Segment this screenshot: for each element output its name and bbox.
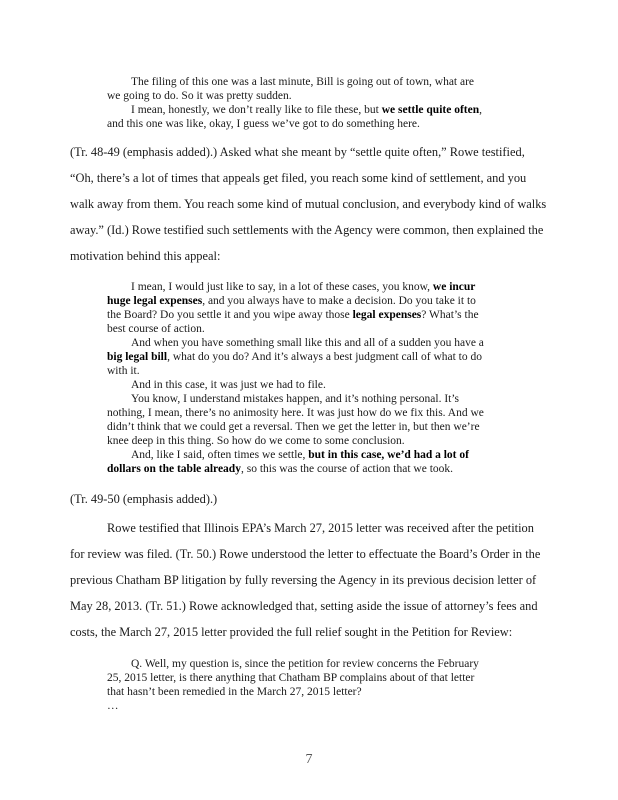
quote-3-line-3: … [107, 700, 119, 712]
quote-3-line-1: 25, 2015 letter, is there anything that Chatham BP complains about of that letter [107, 672, 475, 684]
quote-2-line-8 [131, 392, 459, 406]
segment: You know, I understand mistakes happen, and it’s nothing personal. It’s [131, 393, 460, 405]
segment: we going to do. So it was pretty sudden. [107, 90, 292, 102]
segment: And in this case, it was just we had to file. [131, 379, 326, 391]
quote-1-line-1 [107, 89, 292, 103]
quote-2-line-5 [107, 350, 482, 364]
para-2-line-4: costs, the March 27, 2015 letter provided the full relief sought in the Petition for Review: [70, 625, 513, 639]
emphasis: big legal bill [107, 351, 168, 363]
segment: didn’t think that we could get a reversal. Then we get the letter in, but then we’re [107, 421, 480, 433]
para-2-line-1: for review was filed. (Tr. 50.) Rowe understood the letter to effectuate the Board’s Order in the [70, 547, 541, 561]
quote-2-line-9 [107, 406, 484, 420]
quote-2-line-11 [107, 434, 405, 448]
segment: best course of action. [107, 323, 205, 335]
segment: I mean, honestly, we don’t really like to file these, but [131, 104, 382, 116]
emphasis: we incur [432, 281, 476, 293]
para-1-line-0: (Tr. 48-49 (emphasis added).) Asked what she meant by “settle quite often,” Rowe testified, [70, 145, 525, 159]
emphasis: dollars on the table already [107, 463, 241, 475]
quote-2-line-10 [107, 420, 480, 434]
para-2-line-0: Rowe testified that Illinois EPA’s March 27, 2015 letter was received after the petition [107, 521, 534, 535]
segment: The filing of this one was a last minute, Bill is going out of town, what are [131, 76, 475, 88]
quote-1-line-2 [131, 103, 482, 117]
emphasis: we settle quite often [381, 104, 480, 116]
segment: ? What’s the [421, 309, 479, 321]
para-2-line-3: May 28, 2013. (Tr. 51.) Rowe acknowledged that, setting aside the issue of attorney’s fees and [70, 599, 538, 613]
segment: And, like I said, often times we settle, [131, 449, 309, 461]
segment: with it. [107, 365, 140, 377]
quote-2-line-0 [131, 280, 475, 294]
segment: nothing, I mean, there’s no animosity here. It was just how do we fix this. And we [107, 407, 484, 419]
citation: (Tr. 49-50 (emphasis added).) [70, 492, 218, 506]
segment: I mean, I would just like to say, in a lot of these cases, you know, [131, 281, 433, 293]
quote-2-line-1 [107, 294, 476, 308]
para-1-line-3: away.” (Id.) Rowe testified such settlements with the Agency were common, then explained the [70, 223, 544, 237]
quote-2-line-12 [131, 448, 469, 462]
segment: , what do you do? And it’s always a best judgment call of what to do [167, 351, 482, 363]
quote-3-line-2: that hasn’t been remedied in the March 27, 2015 letter? [107, 686, 362, 698]
quote-2-line-2 [107, 308, 479, 322]
segment: knee deep in this thing. So how do we come to some conclusion. [107, 435, 405, 447]
segment: , so this was the course of action that we took. [240, 463, 454, 475]
emphasis: huge legal expenses [107, 295, 203, 307]
segment: , [479, 104, 482, 116]
para-2-line-2: previous Chatham BP litigation by fully reversing the Agency in its previous decision letter of [70, 573, 537, 587]
quote-1-line-0 [131, 75, 474, 89]
page-number: 7 [305, 752, 313, 767]
segment: and this one was like, okay, I guess we’ve got to do something here. [107, 118, 420, 130]
emphasis: legal expenses [352, 309, 422, 321]
quote-2-line-6 [107, 364, 140, 378]
para-1-line-1: “Oh, there’s a lot of times that appeals get filed, you reach some kind of settlement, and you [70, 171, 527, 185]
segment: , and you always have to make a decision. Do you take it to [202, 295, 476, 307]
quote-2-line-4 [131, 336, 484, 350]
quote-2-line-3 [107, 322, 205, 336]
para-1-line-4: motivation behind this appeal: [70, 249, 221, 263]
quote-2-line-7 [131, 378, 326, 392]
segment: And when you have something small like this and all of a sudden you have a [131, 337, 484, 349]
segment: the Board? Do you settle it and you wipe away those [107, 309, 353, 321]
para-1-line-2: walk away from them. You reach some kind of mutual conclusion, and everybody kind of walks [70, 197, 547, 211]
emphasis: but in this case, we’d had a lot of [308, 449, 469, 461]
quote-3-line-0: Q. Well, my question is, since the petition for review concerns the February [131, 658, 479, 670]
quote-1-line-3 [107, 117, 420, 131]
quote-2-line-13 [107, 462, 453, 476]
